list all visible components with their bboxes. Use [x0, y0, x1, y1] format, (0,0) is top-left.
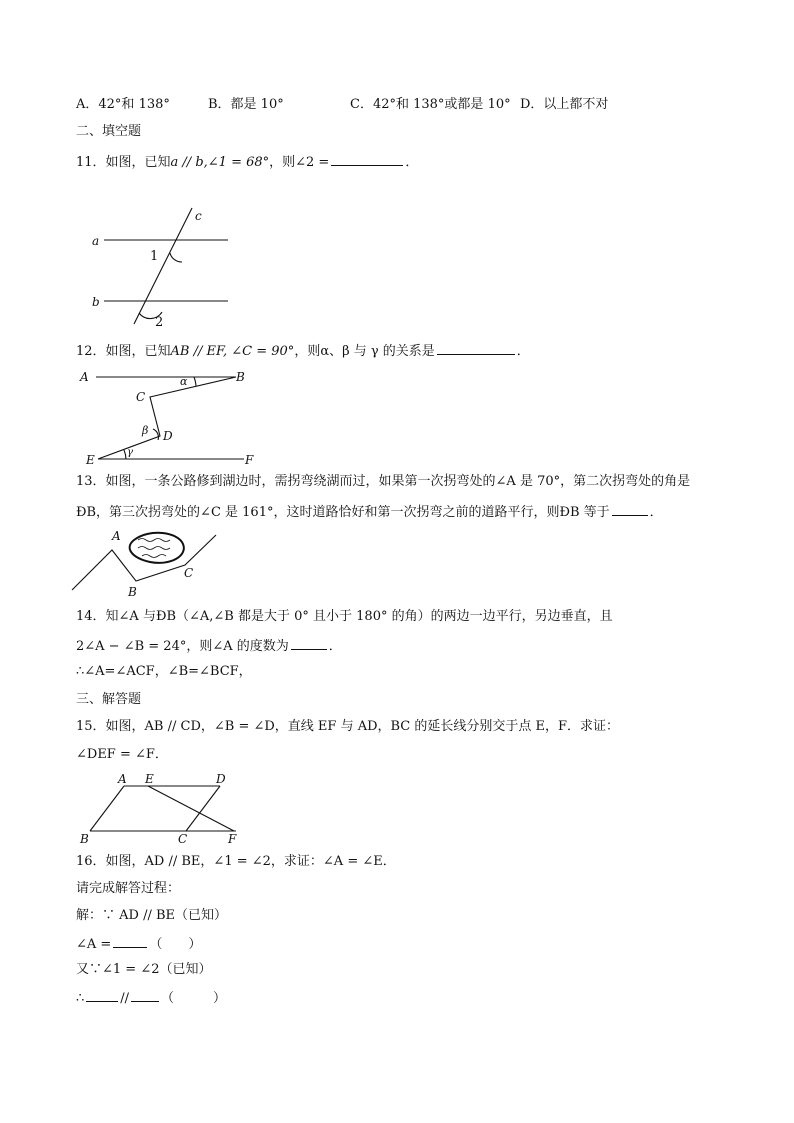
q15-label-F: F	[228, 832, 237, 846]
q16-line4-reason: （ ）	[149, 937, 202, 952]
q16-line1: 16．如图，AD // BE，∠1 = ∠2，求证：∠A = ∠E．	[76, 854, 396, 869]
q12-label-B: B	[236, 370, 245, 384]
q14-answer-blank	[291, 636, 327, 650]
q12-label-F: F	[245, 453, 254, 467]
q12-text	[76, 341, 530, 361]
q16-blank-line1	[86, 988, 118, 1002]
q11-text	[76, 152, 418, 172]
q14-line2-end: ．	[328, 639, 342, 654]
q11-label-a: a	[92, 234, 100, 248]
section-heading-fill-blank: 二、填空题	[76, 124, 142, 139]
q16-line6-parallel: //	[120, 991, 130, 1006]
q12-math: AB // EF, ∠C = 90°	[170, 344, 295, 359]
q11-label-1: 1	[150, 249, 159, 264]
q12-zigzag	[98, 377, 236, 459]
q12-label-gamma: γ	[127, 447, 133, 458]
q12-pre: 12．如图，已知	[76, 344, 171, 359]
q12-beta-arc	[153, 429, 158, 440]
q16-line6-reason: （ ）	[161, 991, 227, 1006]
q12-label-D: D	[163, 429, 173, 443]
q12-end: ．	[516, 344, 530, 359]
q12-label-A: A	[80, 370, 89, 384]
q15-line-ab	[90, 786, 124, 831]
q15-line2: ∠DEF = ∠F．	[76, 747, 168, 762]
q11-math: a // b,∠1 = 68°	[170, 155, 270, 170]
q15-label-E: E	[145, 772, 154, 786]
q11-line-c	[134, 208, 192, 324]
q13-label-A: A	[112, 529, 121, 543]
q12-label-beta: β	[142, 424, 149, 437]
q15-label-D: D	[216, 772, 226, 786]
q16-blank-angle	[113, 934, 147, 948]
q16-line4-text: ∠A =	[76, 937, 112, 952]
q11-label-c: c	[195, 209, 202, 223]
q13-line1: 13．如图，一条公路修到湖边时，需拐弯绕湖而过，如果第一次拐弯处的∠A 是 70°，第二次拐弯处的角是	[76, 474, 691, 489]
q10-option-c: C．42°和 138°或都是 10°	[350, 97, 511, 112]
q12-label-C: C	[136, 390, 146, 404]
q14-line1: 14．知∠A 与ÐB（∠A,∠B 都是大于 0° 且小于 180° 的角）的两边一边平行，另边垂直，且	[76, 609, 613, 624]
q15-label-B: B	[80, 832, 89, 846]
q12-alpha-arc	[194, 377, 196, 386]
q16-line6	[76, 988, 226, 1008]
q13-line2	[76, 502, 663, 522]
q15-line1: 15．如图，AB // CD，∠B = ∠D，直线 EF 与 AD，BC 的延长线分别交于点 E，F．求证：	[76, 719, 620, 734]
q16-blank-line2	[131, 988, 159, 1002]
q14-line3: ∴∠A=∠ACF，∠B=∠BCF，	[76, 664, 252, 679]
q16-line2: 请完成解答过程：	[76, 881, 181, 896]
q13-road	[72, 535, 216, 590]
q11-end: ．	[405, 155, 419, 170]
q13-label-B: B	[128, 585, 137, 599]
q12-mid: ，则α、β 与 γ 的关系是	[294, 344, 435, 359]
q13-lake-waves	[138, 539, 170, 558]
q15-line-cd	[186, 786, 220, 831]
q16-line3: 解：∵ AD // BE（已知）	[76, 908, 228, 923]
q12-gamma-arc	[124, 450, 126, 459]
q15-label-C: C	[178, 832, 188, 846]
q15-line-ef	[148, 786, 234, 831]
q13-answer-blank	[612, 502, 648, 516]
q11-label-2: 2	[155, 315, 164, 330]
q16-line4	[76, 934, 201, 954]
q12-answer-blank	[437, 341, 515, 355]
q11-post: ，则∠2 =	[269, 155, 330, 170]
q10-option-d: D．以上都不对	[520, 97, 609, 112]
q13-lake	[130, 533, 184, 563]
q11-angle1-arc	[170, 253, 182, 262]
q11-label-b: b	[92, 295, 100, 309]
q15-label-A: A	[118, 772, 127, 786]
q13-label-C: C	[184, 566, 194, 580]
q13-end: ．	[649, 505, 663, 520]
q11-pre: 11．如图，已知	[76, 155, 171, 170]
q14-line2	[76, 636, 342, 656]
q12-label-E: E	[86, 453, 95, 467]
q10-option-a: A．42°和 138°	[76, 97, 170, 112]
q13-line2-text: ÐB，第三次拐弯处的∠C 是 161°，这时道路恰好和第一次拐弯之前的道路平行，则ÐB 等于	[76, 505, 610, 520]
q16-line5: 又∵∠1 = ∠2（已知）	[76, 962, 212, 977]
section-heading-solve: 三、解答题	[76, 692, 142, 707]
q12-label-alpha: α	[180, 375, 188, 388]
q11-angle2-arc	[139, 312, 162, 319]
q16-line6-therefore: ∴	[76, 991, 85, 1006]
q10-option-b: B．都是 10°	[208, 97, 284, 112]
q11-answer-blank	[331, 152, 403, 166]
q14-line2-text: 2∠A − ∠B = 24°，则∠A 的度数为	[76, 639, 289, 654]
